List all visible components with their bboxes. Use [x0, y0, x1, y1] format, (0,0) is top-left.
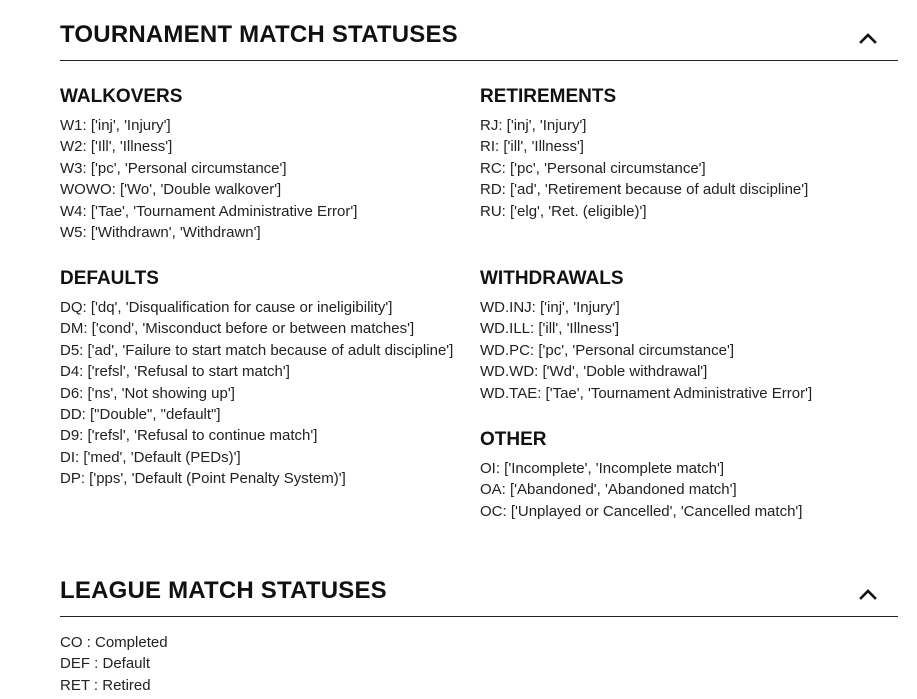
list-item: OI: ['Incomplete', 'Incomplete match']: [480, 460, 725, 477]
other-list: [480, 458, 898, 522]
other-group: [480, 428, 898, 522]
list-item: OC: ['Unplayed or Cancelled', 'Cancelled match']: [480, 502, 803, 520]
list-item: DD: ["Double", "default"]: [60, 406, 221, 424]
list-item: DEF : Default: [60, 655, 151, 673]
list-item: RD: ['ad', 'Retirement because of adult discipline']: [480, 181, 809, 199]
tournament-section-header[interactable]: [60, 0, 898, 61]
list-item: DQ: ['dq', 'Disqualification for cause or ineligibility']: [60, 299, 393, 316]
list-item: RJ: ['inj', 'Injury']: [480, 117, 587, 134]
tournament-collapse-button[interactable]: [858, 28, 878, 48]
list-item: WD.INJ: ['inj', 'Injury']: [480, 299, 620, 316]
league-section-title: LEAGUE MATCH STATUSES: [60, 577, 387, 604]
list-item: RI: ['ill', 'Illness']: [480, 138, 584, 156]
league-section-header[interactable]: [60, 556, 898, 617]
list-item: WD.WD: ['Wd', 'Doble withdrawal']: [480, 363, 708, 381]
league-collapse-button[interactable]: [858, 584, 878, 604]
withdrawals-group: [480, 267, 898, 404]
walkovers-list: [60, 115, 470, 243]
list-item: WD.ILL: ['ill', 'Illness']: [480, 320, 619, 338]
defaults-list: [60, 297, 470, 490]
tournament-section-title: TOURNAMENT MATCH STATUSES: [60, 21, 458, 48]
retirements-group: [480, 85, 898, 222]
list-item: W2: ['Ill', 'Illness']: [60, 138, 173, 156]
defaults-title: DEFAULTS: [60, 268, 159, 289]
defaults-group: [60, 267, 470, 490]
withdrawals-list: [480, 297, 898, 404]
list-item: D5: ['ad', 'Failure to start match because of adult discipline']: [60, 341, 454, 359]
retirements-list: [480, 115, 898, 222]
list-item: WD.PC: ['pc', 'Personal circumstance']: [480, 341, 735, 359]
list-item: DP: ['pps', 'Default (Point Penalty System)']: [60, 470, 346, 488]
list-item: W1: ['inj', 'Injury']: [60, 117, 171, 134]
list-item: DM: ['cond', 'Misconduct before or between matches']: [60, 320, 415, 338]
walkovers-title: WALKOVERS: [60, 86, 183, 107]
other-title: OTHER: [480, 429, 547, 450]
list-item: RET : Retired: [60, 676, 151, 694]
list-item: W3: ['pc', 'Personal circumstance']: [60, 159, 287, 177]
list-item: OA: ['Abandoned', 'Abandoned match']: [480, 481, 737, 499]
walkovers-group: [60, 85, 470, 243]
list-item: WD.TAE: ['Tae', 'Tournament Administrative Error']: [480, 384, 813, 402]
withdrawals-title: WITHDRAWALS: [480, 268, 624, 289]
list-item: RC: ['pc', 'Personal circumstance']: [480, 159, 706, 177]
retirements-title: RETIREMENTS: [480, 86, 617, 107]
chevron-up-icon: [858, 28, 878, 48]
list-item: D6: ['ns', 'Not showing up']: [60, 384, 235, 402]
league-status-list: [60, 632, 168, 696]
list-item: WOWO: ['Wo', 'Double walkover']: [60, 181, 282, 199]
list-item: W5: ['Withdrawn', 'Withdrawn']: [60, 224, 261, 242]
list-item: W4: ['Tae', 'Tournament Administrative Error']: [60, 202, 358, 220]
list-item: RU: ['elg', 'Ret. (eligible)']: [480, 202, 647, 220]
list-item: CO : Completed: [60, 634, 168, 651]
list-item: DI: ['med', 'Default (PEDs)']: [60, 448, 241, 466]
list-item: D9: ['refsl', 'Refusal to continue match']: [60, 427, 318, 445]
list-item: D4: ['refsl', 'Refusal to start match']: [60, 363, 290, 381]
chevron-up-icon: [858, 584, 878, 604]
